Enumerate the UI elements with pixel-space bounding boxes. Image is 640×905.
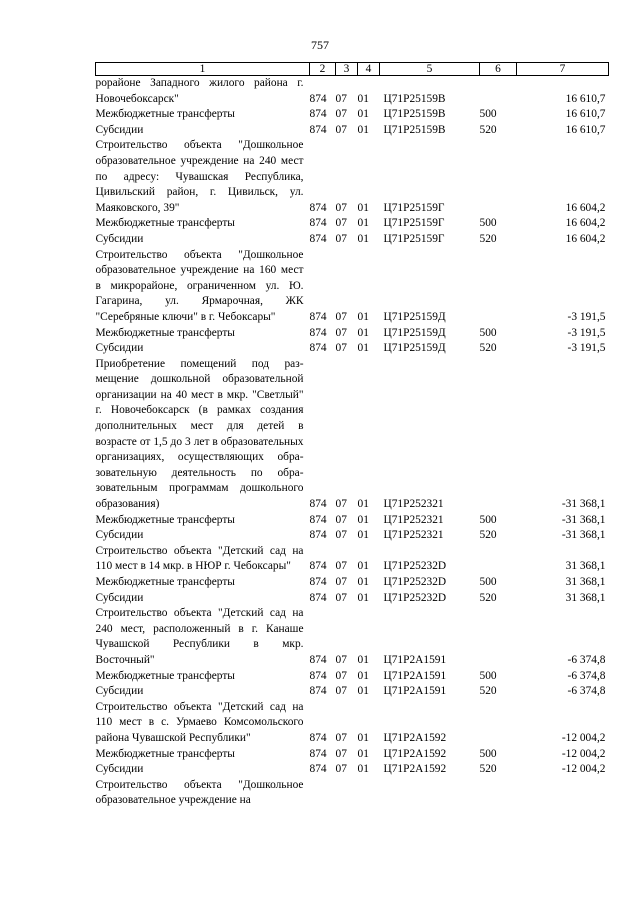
row-ministry-code — [310, 778, 336, 809]
row-subsection-code: 01 — [357, 591, 369, 604]
table-row — [96, 762, 609, 778]
row-expense-type — [480, 778, 517, 809]
row-subsection-code: 01 — [357, 498, 369, 511]
row-amount: -31 368,1 — [561, 513, 606, 526]
table-row — [96, 591, 609, 607]
row-target-code: Ц71Р25159Г — [383, 217, 445, 230]
row-amount: -12 004,2 — [561, 763, 606, 776]
row-name: Межбюджетные трансферты — [95, 576, 235, 588]
row-ministry-code: 874 — [309, 108, 327, 121]
row-name: Субсидии — [95, 342, 144, 355]
row-expense-type: 520 — [479, 591, 497, 604]
row-name: Межбюджетные трансферты — [95, 108, 235, 121]
budget-table — [95, 62, 609, 809]
row-target-code: Ц71Р2А1591 — [383, 653, 447, 666]
row-target-code: Ц71Р25232D — [383, 591, 447, 604]
row-name: Субсидии — [95, 591, 144, 604]
row-section-code: 07 — [335, 342, 347, 355]
row-subsection-code: 01 — [357, 108, 369, 121]
row-target-code: Ц71Р252321 — [383, 529, 444, 542]
row-ministry-code: 874 — [309, 123, 327, 136]
row-name: рорайоне Западного жилого района г. Новочебоксарск" — [95, 77, 304, 105]
table-row — [96, 606, 609, 668]
row-name: Строительство объекта "Дошкольное образовательное учреждение на — [95, 778, 304, 807]
row-subsection-code: 01 — [357, 326, 369, 339]
table-row — [96, 528, 609, 544]
row-subsection-code: 01 — [357, 560, 369, 573]
row-ministry-code: 874 — [309, 763, 327, 776]
row-target-code: Ц71Р25232D — [383, 576, 447, 588]
row-amount: 31 368,1 — [565, 576, 606, 588]
row-section-code: 07 — [335, 498, 347, 511]
row-subsection-code: 01 — [357, 92, 369, 105]
row-name: Межбюджетные трансферты — [95, 513, 235, 526]
row-target-code: Ц71Р25159Г — [383, 232, 445, 245]
row-name: Строительство объекта "Детский сад на 110 мест в 14 мкр. в НЮР г. Чебоксары" — [95, 544, 304, 573]
row-target-code: Ц71Р2А1592 — [383, 731, 447, 744]
row-name: Межбюджетные трансферты — [95, 669, 235, 682]
table-row — [96, 544, 609, 575]
table-row — [96, 123, 609, 139]
row-amount: -6 374,8 — [567, 669, 606, 682]
row-target-code: Ц71Р25159Д — [383, 326, 446, 339]
row-subsection-code: 01 — [357, 232, 369, 245]
row-expense-type: 520 — [479, 685, 497, 698]
row-ministry-code: 874 — [309, 498, 327, 511]
row-target-code: Ц71Р25232D — [383, 560, 447, 573]
row-amount: 31 368,1 — [565, 591, 606, 604]
row-expense-type: 500 — [479, 576, 497, 588]
row-expense-type: 500 — [479, 326, 497, 339]
row-ministry-code: 874 — [309, 201, 327, 214]
row-amount: 16 610,7 — [565, 92, 606, 105]
col-header-4: 4 — [358, 63, 380, 76]
table-row — [96, 575, 609, 591]
row-target-code: Ц71Р252321 — [383, 513, 444, 526]
table-header — [96, 63, 609, 76]
table-row — [96, 232, 609, 248]
col-header-3: 3 — [336, 63, 358, 76]
row-expense-type — [480, 76, 517, 108]
row-expense-type: 500 — [479, 217, 497, 230]
row-ministry-code: 874 — [309, 92, 327, 105]
col-header-2: 2 — [310, 63, 336, 76]
row-subsection-code: 01 — [357, 653, 369, 666]
row-amount: -6 374,8 — [567, 653, 606, 666]
table-row — [96, 513, 609, 529]
row-amount: 16 604,2 — [565, 217, 606, 230]
row-section-code: 07 — [335, 763, 347, 776]
row-name: Межбюджетные трансферты — [95, 326, 235, 339]
row-name: Межбюджетные трансферты — [95, 217, 235, 230]
row-name: Приобретение помещений под размещение дошкольной образовательной организации на 40 мест в мкр. "Светлый" г. Новочебоксарск (в рамках создания дополнительных мест для детей в возрасте от 1,5 до 3 лет в образовательных организациях, осуществляющих образовательную деятельность по образовательным программам дошкольного образования) — [95, 357, 304, 511]
row-target-code — [380, 778, 480, 809]
row-subsection-code: 01 — [357, 513, 369, 526]
row-name: Субсидии — [95, 685, 144, 698]
row-ministry-code: 874 — [309, 326, 327, 339]
table-row — [96, 341, 609, 357]
row-ministry-code: 874 — [309, 342, 327, 355]
row-section-code: 07 — [335, 560, 347, 573]
row-name: Строительство объекта "Дошкольное образовательное учреждение на 160 мест в микрорайоне, ограниченном ул. Ю. Гагарина, ул. Ярмарочная, ЖК "Серебряные ключи" в г. Чебоксары" — [95, 248, 304, 323]
table-row — [96, 326, 609, 342]
row-expense-type — [480, 606, 517, 668]
row-subsection-code: 01 — [357, 217, 369, 230]
row-subsection-code: 01 — [357, 669, 369, 682]
row-expense-type: 520 — [479, 232, 497, 245]
row-expense-type: 500 — [479, 108, 497, 121]
row-amount: -6 374,8 — [567, 685, 606, 698]
row-target-code: Ц71Р25159В — [383, 92, 446, 105]
row-amount — [517, 778, 609, 809]
row-expense-type — [480, 544, 517, 575]
row-expense-type — [480, 138, 517, 216]
row-ministry-code: 874 — [309, 747, 327, 760]
row-amount: -12 004,2 — [561, 747, 606, 760]
row-amount: -3 191,5 — [567, 326, 606, 339]
row-section-code: 07 — [335, 310, 347, 323]
row-ministry-code: 874 — [309, 560, 327, 573]
row-expense-type: 500 — [479, 513, 497, 526]
row-section-code — [336, 778, 358, 809]
table-row — [96, 357, 609, 513]
row-subsection-code: 01 — [357, 123, 369, 136]
row-expense-type: 500 — [479, 669, 497, 682]
table-row — [96, 747, 609, 763]
row-target-code: Ц71Р25159Д — [383, 342, 446, 355]
row-subsection-code: 01 — [357, 763, 369, 776]
row-section-code: 07 — [335, 591, 347, 604]
row-amount: 31 368,1 — [565, 560, 606, 573]
row-amount: 16 610,7 — [565, 123, 606, 136]
row-target-code: Ц71Р252321 — [383, 498, 444, 511]
row-ministry-code: 874 — [309, 232, 327, 245]
row-expense-type: 520 — [479, 342, 497, 355]
row-name: Межбюджетные трансферты — [95, 747, 235, 760]
row-name: Субсидии — [95, 232, 144, 245]
row-section-code: 07 — [335, 731, 347, 744]
row-expense-type: 520 — [479, 763, 497, 776]
row-name: Субсидии — [95, 529, 144, 542]
row-amount: 16 610,7 — [565, 108, 606, 121]
row-expense-type — [480, 700, 517, 747]
row-subsection-code: 01 — [357, 747, 369, 760]
row-target-code: Ц71Р2А1591 — [383, 669, 447, 682]
row-ministry-code: 874 — [309, 731, 327, 744]
row-section-code: 07 — [335, 685, 347, 698]
table-row — [96, 216, 609, 232]
row-ministry-code: 874 — [309, 513, 327, 526]
row-subsection-code: 01 — [357, 201, 369, 214]
row-target-code: Ц71Р25159Г — [383, 201, 445, 214]
row-amount: -31 368,1 — [561, 498, 606, 511]
row-section-code: 07 — [335, 669, 347, 682]
header-row — [96, 63, 609, 76]
row-subsection-code: 01 — [357, 576, 369, 588]
table-row — [96, 76, 609, 108]
row-section-code: 07 — [335, 653, 347, 666]
col-header-6: 6 — [480, 63, 517, 76]
row-subsection-code: 01 — [357, 310, 369, 323]
row-section-code: 07 — [335, 201, 347, 214]
col-header-7: 7 — [517, 63, 609, 76]
row-section-code: 07 — [335, 108, 347, 121]
row-expense-type — [480, 248, 517, 326]
row-ministry-code: 874 — [309, 669, 327, 682]
table-row — [96, 778, 609, 809]
row-name: Строительство объекта "Дошкольное образовательное учреждение на 240 мест по адресу: Чувашская Республика, Цивильский район, г. Цивильск, ул. Маяковского, 39" — [95, 139, 304, 214]
row-ministry-code: 874 — [309, 653, 327, 666]
row-name: Строительство объекта "Детский сад на 240 мест, расположенный в г. Канаше Чувашской Республики в мкр. Восточный" — [95, 607, 304, 666]
row-expense-type: 520 — [479, 529, 497, 542]
row-amount: -12 004,2 — [561, 731, 606, 744]
row-subsection-code: 01 — [357, 685, 369, 698]
row-target-code: Ц71Р25159В — [383, 123, 446, 136]
row-target-code: Ц71Р25159В — [383, 108, 446, 121]
col-header-5: 5 — [380, 63, 480, 76]
col-header-1: 1 — [96, 63, 310, 76]
row-ministry-code: 874 — [309, 576, 327, 588]
row-ministry-code: 874 — [309, 310, 327, 323]
row-target-code: Ц71Р25159Д — [383, 310, 446, 323]
row-expense-type: 500 — [479, 747, 497, 760]
row-expense-type — [480, 357, 517, 513]
table-row — [96, 669, 609, 685]
row-name: Строительство объекта "Детский сад на 110 мест в с. Урмаево Комсомольского района Чувашской Республики" — [95, 700, 304, 744]
row-subsection-code: 01 — [357, 731, 369, 744]
row-name: Субсидии — [95, 763, 144, 776]
row-section-code: 07 — [335, 529, 347, 542]
row-section-code: 07 — [335, 232, 347, 245]
table-body — [96, 76, 609, 809]
row-subsection-code: 01 — [357, 342, 369, 355]
table-row — [96, 107, 609, 123]
row-amount: 16 604,2 — [565, 201, 606, 214]
row-name: Субсидии — [95, 123, 144, 136]
row-section-code: 07 — [335, 513, 347, 526]
row-section-code: 07 — [335, 92, 347, 105]
row-amount: -31 368,1 — [561, 529, 606, 542]
page-number: 757 — [311, 38, 329, 52]
table-row — [96, 248, 609, 326]
row-section-code: 07 — [335, 217, 347, 230]
row-target-code: Ц71Р2А1591 — [383, 685, 447, 698]
row-ministry-code: 874 — [309, 591, 327, 604]
table-row — [96, 700, 609, 747]
table-row — [96, 138, 609, 216]
row-subsection-code — [358, 778, 380, 809]
row-amount: -3 191,5 — [567, 310, 606, 323]
row-expense-type: 520 — [479, 123, 497, 136]
row-target-code: Ц71Р2А1592 — [383, 747, 447, 760]
row-subsection-code: 01 — [357, 529, 369, 542]
row-ministry-code: 874 — [309, 217, 327, 230]
table-row — [96, 684, 609, 700]
row-section-code: 07 — [335, 576, 347, 588]
row-amount: -3 191,5 — [567, 342, 606, 355]
row-amount: 16 604,2 — [565, 232, 606, 245]
row-section-code: 07 — [335, 747, 347, 760]
row-section-code: 07 — [335, 123, 347, 136]
row-ministry-code: 874 — [309, 529, 327, 542]
row-ministry-code: 874 — [309, 685, 327, 698]
row-section-code: 07 — [335, 326, 347, 339]
row-target-code: Ц71Р2А1592 — [383, 763, 447, 776]
